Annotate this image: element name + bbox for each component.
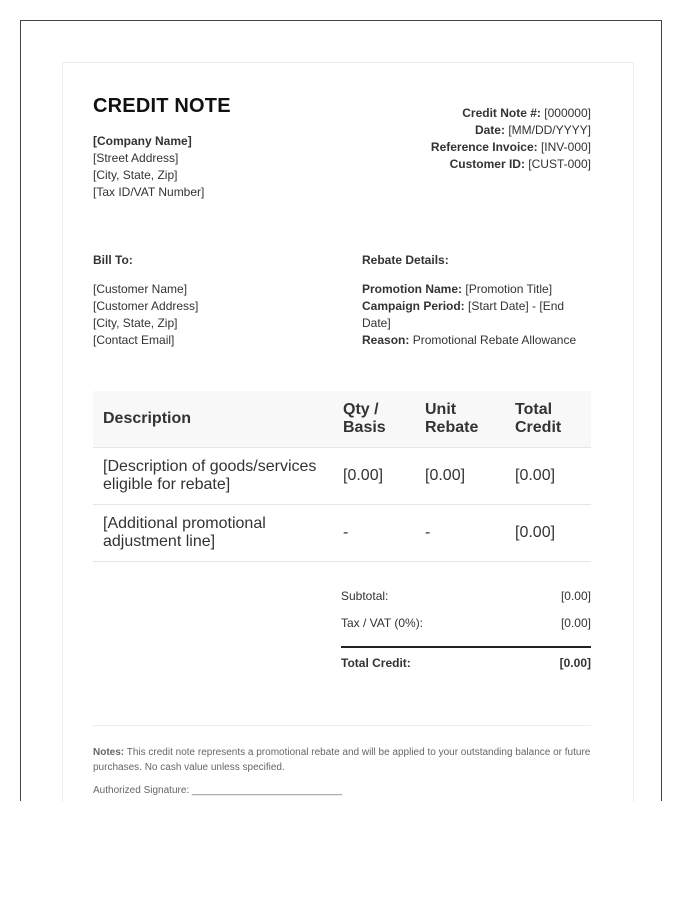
bill-to-block <box>93 252 333 349</box>
tax-label: Tax / VAT (0%): <box>341 616 424 630</box>
meta-credit-note-label: Credit Note #: <box>462 106 541 120</box>
header-qty-line2: Basis <box>343 419 386 436</box>
meta-reference-value: [INV-000] <box>540 140 591 154</box>
header-description-label: Description <box>103 410 192 427</box>
meta-reference-invoice <box>431 139 591 156</box>
row-total-credit: [0.00] <box>505 505 591 562</box>
row-description: [Additional promotional adjustment line] <box>93 505 333 562</box>
bill-to-label: Bill To: <box>93 253 133 267</box>
header-unit-rebate <box>415 391 505 448</box>
subtotal-label: Subtotal: <box>341 589 389 603</box>
company-name: [Company Name] <box>93 134 192 148</box>
meta-date-label: Date: <box>474 123 505 137</box>
subtotal-value: [0.00] <box>560 589 591 603</box>
credit-note-sheet <box>62 62 634 802</box>
row-total-credit: [0.00] <box>505 448 591 505</box>
company-block <box>93 133 204 201</box>
totals-block <box>341 583 591 677</box>
meta-customer-id <box>431 156 591 173</box>
subtotal-row <box>341 583 591 610</box>
notes-text: This credit note represents a promotional rebate and will be applied to your outstanding balance or future purchases. No cash value unless specified. <box>93 747 591 773</box>
row-unit-rebate: - <box>415 505 505 562</box>
rebate-campaign <box>362 298 591 332</box>
notes-block <box>93 745 591 775</box>
rebate-campaign-value: [Start Date] - [End Date] <box>362 299 565 330</box>
table-row <box>93 448 591 505</box>
company-street: [Street Address] <box>93 151 179 165</box>
authorized-signature: Authorized Signature: ___________________________ <box>93 785 343 796</box>
header-unit-line1: Unit <box>425 401 457 418</box>
header-total-credit <box>505 391 591 448</box>
company-tax-id: [Tax ID/VAT Number] <box>93 185 205 199</box>
total-credit-value: [0.00] <box>559 656 591 670</box>
meta-customer-id-label: Customer ID: <box>449 157 525 171</box>
total-credit-label: Total Credit: <box>341 656 411 670</box>
header-description <box>93 391 333 448</box>
rebate-campaign-label: Campaign Period: <box>362 299 465 313</box>
meta-customer-id-value: [CUST-000] <box>528 157 591 171</box>
notes-label: Notes: <box>93 747 125 758</box>
meta-block <box>431 105 591 173</box>
bill-to-lines <box>93 281 333 349</box>
bill-to-name: [Customer Name] <box>93 282 188 296</box>
meta-credit-note-value: [000000] <box>544 106 591 120</box>
totals-divider <box>341 646 591 648</box>
notes-divider <box>93 725 591 726</box>
bill-to-address: [Customer Address] <box>93 299 199 313</box>
meta-date-value: [MM/DD/YYYY] <box>508 123 591 137</box>
header-total-line2: Credit <box>515 419 562 436</box>
header-unit-line2: Rebate <box>425 419 479 436</box>
header-qty-basis <box>333 391 415 448</box>
table-row <box>93 505 591 562</box>
rebate-details-lines <box>362 281 591 349</box>
header-qty-line1: Qty / <box>343 401 379 418</box>
rebate-reason-label: Reason: <box>362 333 410 347</box>
table-header-row <box>93 391 591 448</box>
line-items-table <box>93 391 591 562</box>
meta-date <box>431 122 591 139</box>
rebate-details-label: Rebate Details: <box>362 253 449 267</box>
rebate-reason <box>362 332 591 349</box>
meta-credit-note-number <box>431 105 591 122</box>
row-unit-rebate: [0.00] <box>415 448 505 505</box>
row-qty: - <box>333 505 415 562</box>
bill-to-city: [City, State, Zip] <box>93 316 178 330</box>
company-city: [City, State, Zip] <box>93 168 178 182</box>
row-qty: [0.00] <box>333 448 415 505</box>
header-total-line1: Total <box>515 401 553 418</box>
rebate-promotion <box>362 281 591 298</box>
tax-value: [0.00] <box>560 616 591 630</box>
rebate-promotion-value: [Promotion Title] <box>465 282 553 296</box>
rebate-promotion-label: Promotion Name: <box>362 282 463 296</box>
document-title: CREDIT NOTE <box>93 95 231 117</box>
total-credit-row <box>341 650 591 677</box>
meta-reference-label: Reference Invoice: <box>430 140 538 154</box>
rebate-reason-value: Promotional Rebate Allowance <box>412 333 577 347</box>
bill-to-email: [Contact Email] <box>93 333 175 347</box>
page-frame <box>20 20 662 801</box>
rebate-details-block <box>362 252 591 349</box>
row-description: [Description of goods/services eligible for rebate] <box>93 448 333 505</box>
tax-row <box>341 610 591 637</box>
